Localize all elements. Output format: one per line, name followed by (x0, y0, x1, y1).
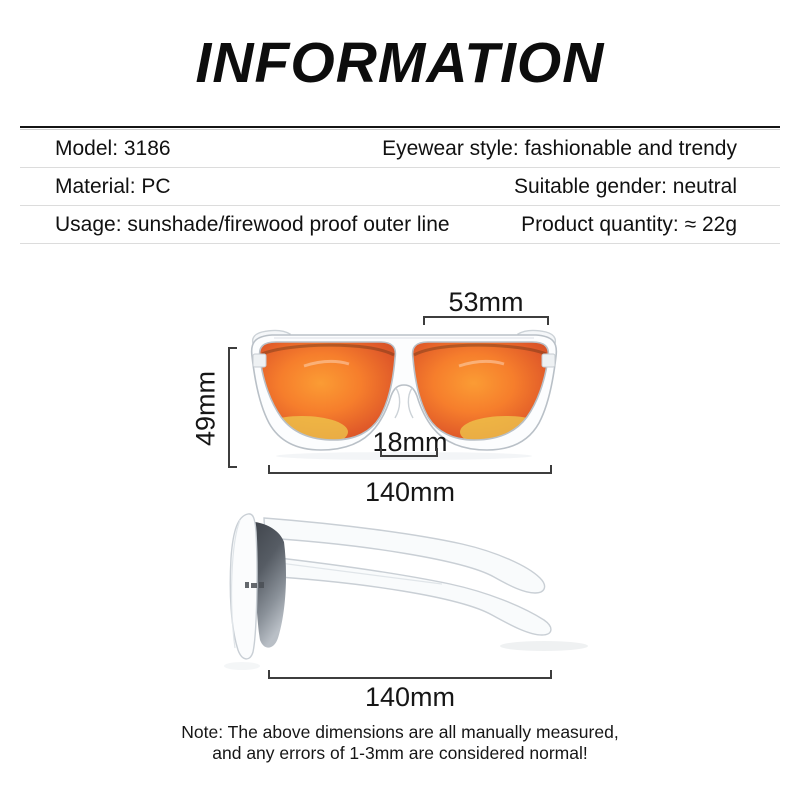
note (0, 722, 800, 764)
hinge-right (542, 354, 555, 367)
dim-label-lens-width: 53mm (448, 287, 524, 317)
sunglasses-side-view (192, 498, 600, 673)
dim-label-front-width: 140mm (364, 477, 456, 507)
hinge-left (253, 354, 266, 367)
side-shadow-front (224, 662, 260, 670)
dim-bracket-bridge (380, 448, 438, 457)
dim-label-temple-length: 140mm (364, 682, 456, 712)
dim-bracket-front-width (268, 465, 552, 474)
nose-pad-left (395, 388, 400, 418)
spec-quantity: Product quantity: ≈ 22g (521, 212, 737, 236)
spec-usage: Usage: sunshade/firewood proof outer line (55, 212, 450, 236)
note-line-1: Note: The above dimensions are all manually measured, (181, 722, 619, 742)
dim-label-bridge: 18mm (372, 427, 448, 457)
page-title: INFORMATION (195, 31, 605, 95)
spec-row-material (20, 168, 780, 206)
spec-row-model (20, 130, 780, 168)
spec-row-usage (20, 206, 780, 244)
dim-bracket-lens-height (228, 347, 237, 468)
spec-eyewear-style: Eyewear style: fashionable and trendy (382, 136, 737, 160)
note-line-2: and any errors of 1-3mm are considered normal! (212, 743, 588, 763)
nose-pad-right (408, 388, 413, 418)
spec-material: Material: PC (55, 174, 171, 198)
spec-table (20, 126, 780, 244)
spec-model: Model: 3186 (55, 136, 171, 160)
dim-label-lens-height: 49mm (190, 371, 221, 447)
dim-bracket-temple-length (268, 670, 552, 679)
spec-gender: Suitable gender: neutral (514, 174, 737, 198)
dim-bracket-lens-width (423, 316, 549, 325)
side-shadow-temple (500, 641, 588, 651)
